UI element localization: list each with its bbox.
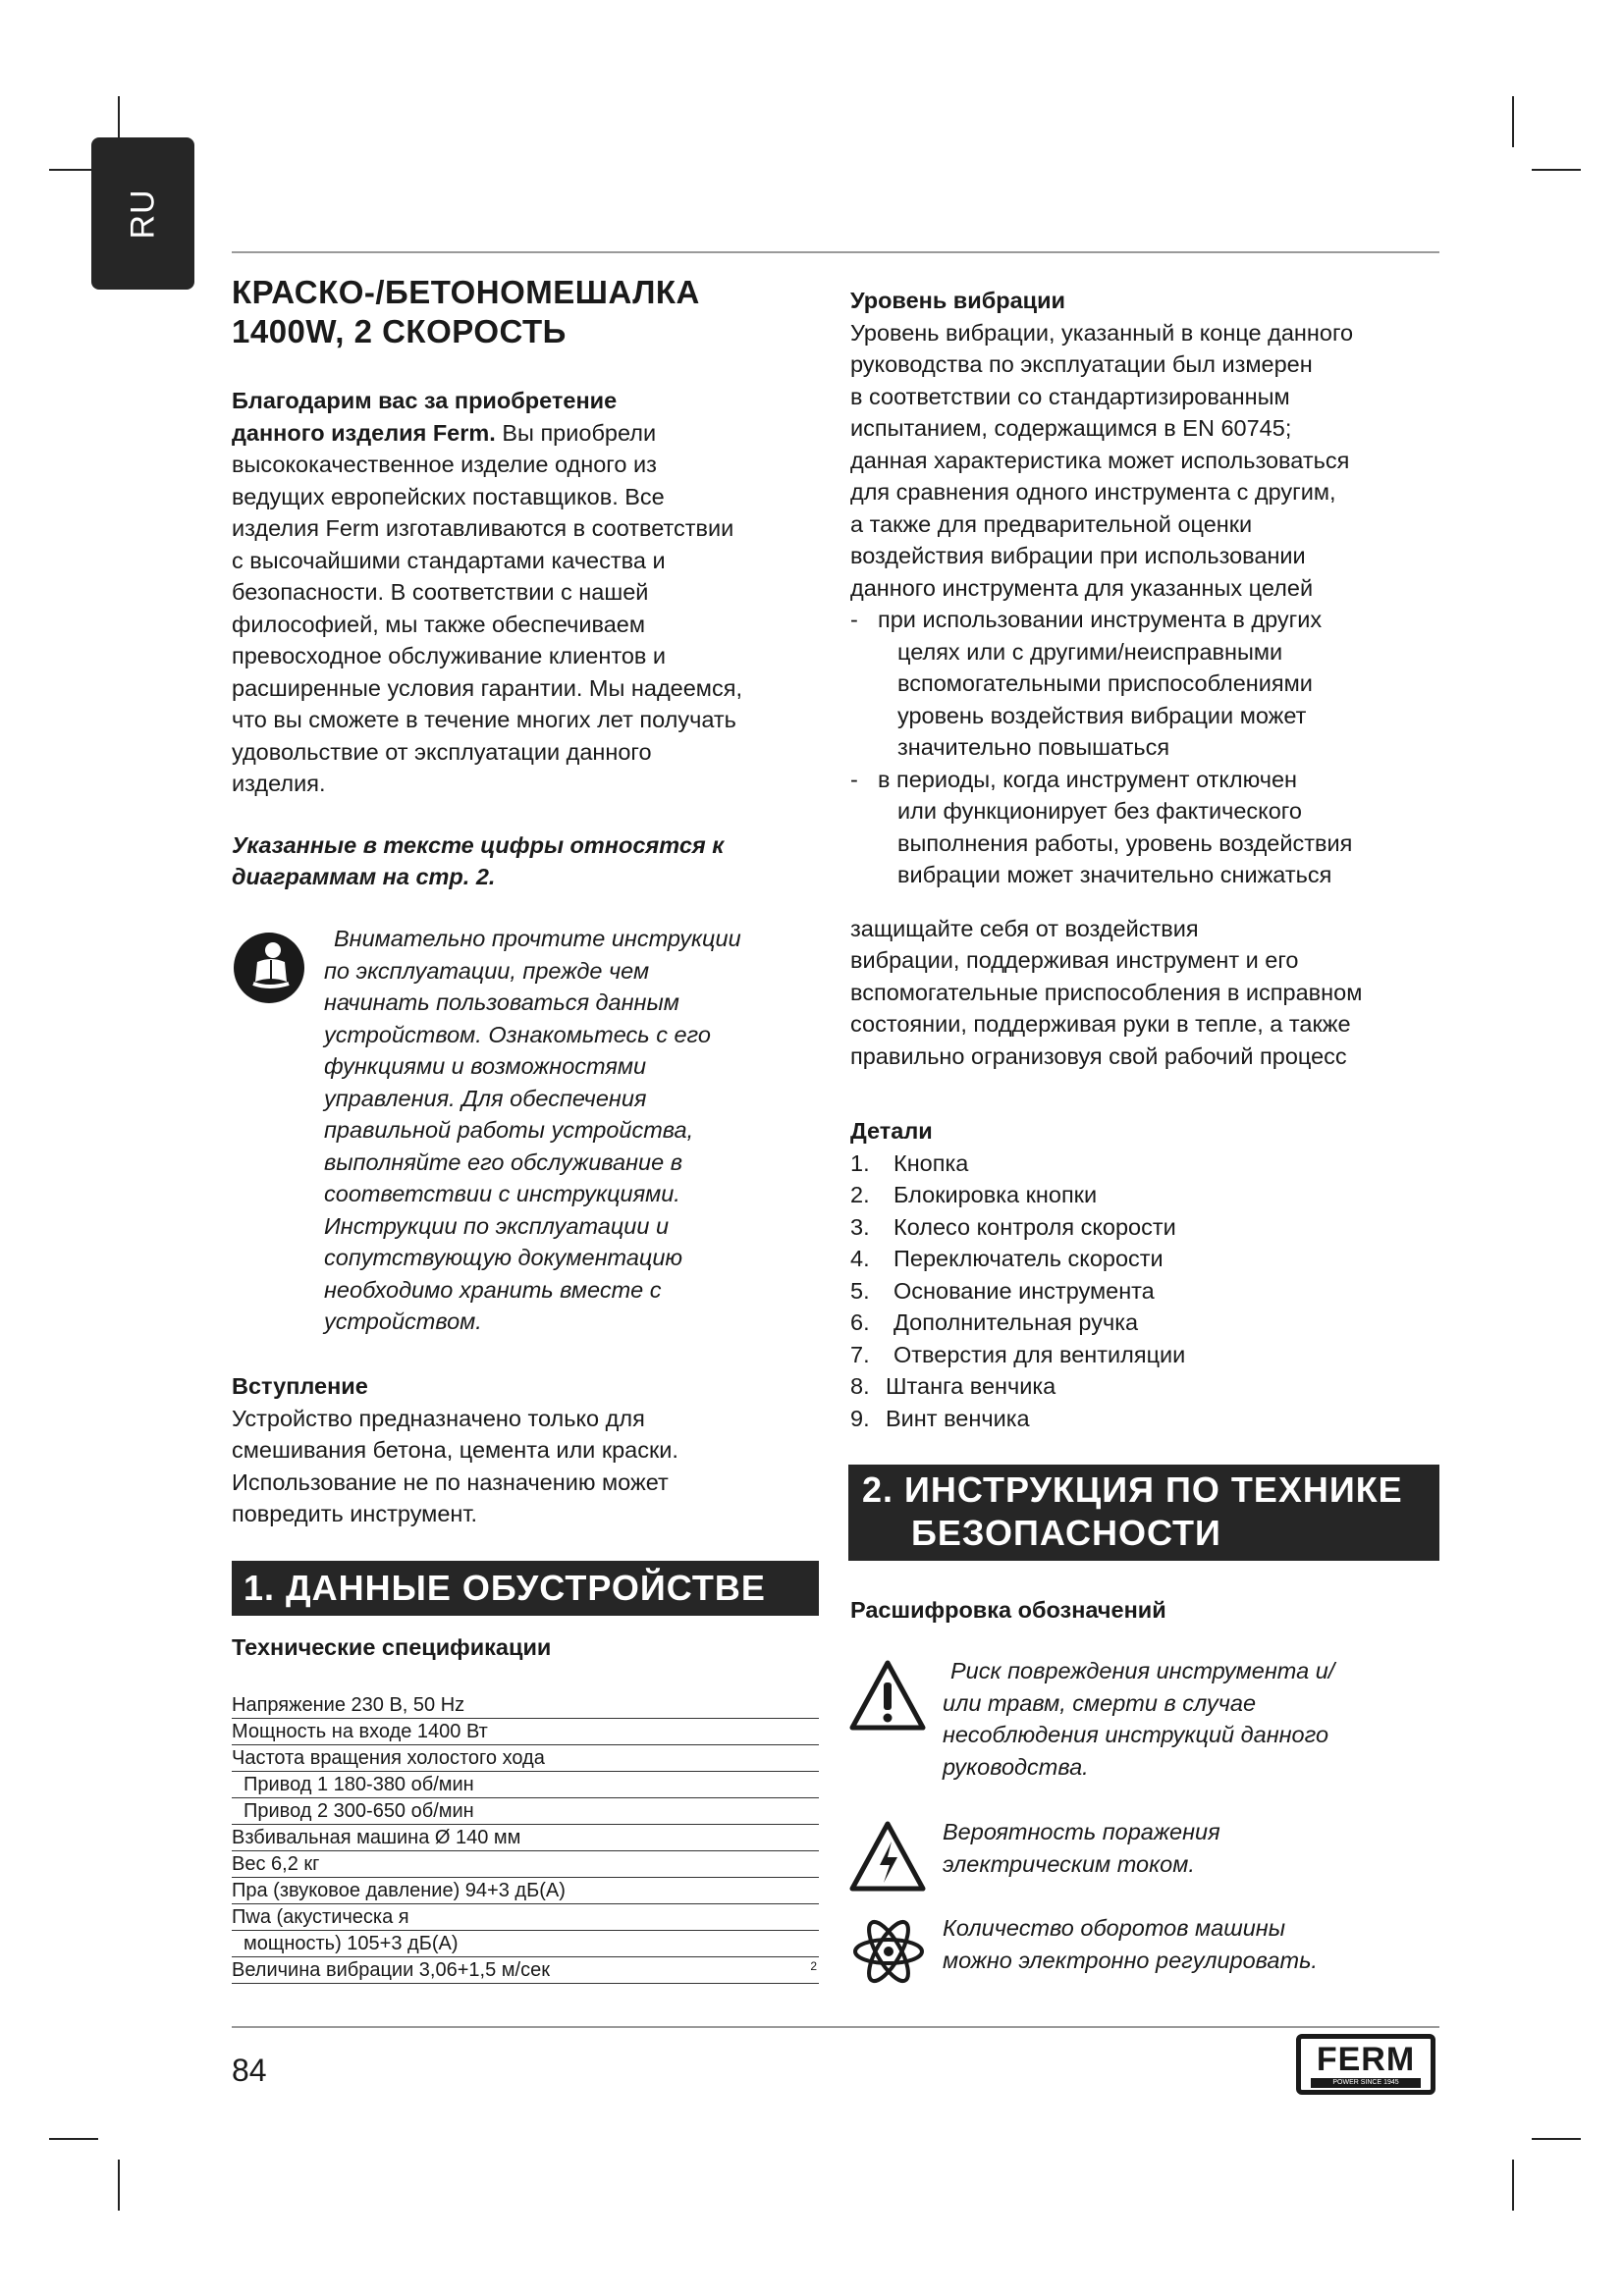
spec-row (232, 1798, 819, 1825)
symbol-speed-text (943, 1912, 1439, 1976)
read-manual-line: необходимо хранить вместе с (324, 1276, 662, 1303)
symbols-heading: Расшифровка обозначений (850, 1597, 1166, 1623)
intro-line (232, 417, 827, 450)
symbol-warning-text (943, 1655, 1439, 1783)
introduction-line: повредить инструмент. (232, 1501, 478, 1526)
title-line-1: КРАСКО-/БЕТОНОМЕШАЛКА (232, 274, 700, 310)
vibration-heading: Уровень вибрации (850, 288, 1065, 313)
intro-line: удовольствие от эксплуатации данного (232, 738, 652, 765)
read-manual-line: сопутствующую документацию (324, 1245, 683, 1270)
read-manual-text (324, 923, 827, 1338)
vibration-line: воздействия вибрации при использовании (850, 543, 1306, 568)
vibration-bullet (850, 764, 1439, 891)
spec-row (232, 1931, 819, 1957)
item-label: Кнопка (893, 1149, 969, 1176)
intro-text: Вы приобрели (502, 419, 657, 446)
page-title (232, 273, 827, 351)
section-2-title-line-1: 2. ИНСТРУКЦИЯ ПО ТЕХНИКЕ (862, 1469, 1403, 1510)
spec-text: Пра (звуковое давление) 94+3 дБ(А) (232, 1880, 566, 1901)
read-manual-line: функциями и возможностями (324, 1053, 647, 1079)
intro-line: что вы сможете в течение многих лет получать (232, 707, 736, 732)
introduction-line: смешивания бетона, цемента или краски. (232, 1437, 678, 1463)
item-label: Блокировка кнопки (893, 1182, 1098, 1207)
protect-line: вспомогательные приспособления в исправном (850, 979, 1363, 1005)
specs-table (232, 1692, 819, 1984)
bullet-line: вибрации может значительно снижаться (897, 862, 1332, 887)
logo-tagline: POWER SINCE 1945 (1311, 2078, 1421, 2088)
intro-line: с высочайшими стандартами качества и (232, 547, 666, 573)
item-number: 2. (850, 1182, 870, 1207)
crop-mark (49, 2138, 98, 2140)
spec-text: мощность) 105+3 дБ(А) (244, 1933, 459, 1954)
protect-line: состоянии, поддерживая руки в тепле, а также (850, 1011, 1351, 1037)
section-1-header (232, 1561, 819, 1616)
specs-heading: Технические спецификации (232, 1634, 552, 1660)
intro-line: превосходное обслуживание клиентов и (232, 643, 667, 668)
introduction-line: Использование не по назначению может (232, 1468, 669, 1495)
symbol-line: Количество оборотов машины (943, 1915, 1286, 1941)
intro-line: расширенные условия гарантии. Мы надеемся, (232, 674, 742, 701)
figures-note (232, 829, 827, 893)
spec-superscript: 2 (810, 1959, 817, 1973)
introduction-heading: Вступление (232, 1373, 368, 1399)
speed-control-icon (850, 1914, 927, 1989)
crop-mark (1512, 96, 1514, 147)
top-rule (232, 251, 1439, 253)
item-label: Колесо контроля скорости (893, 1213, 1176, 1240)
parts-list (850, 1148, 1439, 1435)
bullet-line: целях или с другими/неисправными (897, 638, 1283, 665)
spec-text: Привод 1 180-380 об/мин (244, 1774, 474, 1795)
spec-row (232, 1719, 819, 1745)
section-1-title: 1. ДАННЫЕ ОБУСТРОЙСТВЕ (244, 1568, 766, 1608)
intro-paragraph (232, 385, 827, 800)
read-manual-line: устройством. (324, 1308, 482, 1334)
spec-row (232, 1772, 819, 1798)
spec-row (232, 1692, 819, 1719)
intro-line: ведущих европейских поставщиков. Все (232, 483, 665, 509)
logo-wordmark: FERM (1316, 2041, 1416, 2078)
intro-line: изделия. (232, 771, 326, 796)
read-manual-line: правильной работы устройства, (324, 1117, 694, 1143)
introduction-section (232, 1370, 827, 1530)
read-manual-line: соответствии с инструкциями. (324, 1181, 680, 1206)
item-label: Дополнительная ручка (893, 1309, 1139, 1335)
bullet-line: уровень воздействия вибрации может (897, 702, 1307, 728)
warning-triangle-icon (848, 1659, 927, 1732)
intro-line: изделия Ferm изготавливаются в соответствии (232, 515, 734, 541)
item-number: 1. (850, 1149, 870, 1176)
intro-bold-line: данного изделия Ferm. (232, 419, 496, 446)
vibration-bullet (850, 604, 1439, 764)
read-manual-line: начинать пользоваться данным (324, 989, 679, 1015)
list-item (850, 1275, 1439, 1308)
list-item (850, 1307, 1439, 1339)
vibration-bullets (850, 604, 1439, 891)
spec-row (232, 1904, 819, 1931)
vibration-line: в соответствии со стандартизированным (850, 383, 1290, 409)
read-manual-line: Внимательно прочтите инструкции (334, 926, 741, 951)
list-item (850, 1243, 1439, 1275)
read-manual-icon (232, 931, 306, 1005)
spec-row (232, 1851, 819, 1878)
spec-text: Напряжение 230 В, 50 Hz (232, 1694, 465, 1716)
spec-text: Пwа (акустическа я (232, 1906, 409, 1928)
section-2-title-line-2: БЕЗОПАСНОСТИ (911, 1513, 1221, 1553)
bottom-rule (232, 2026, 1439, 2028)
vibration-line: Уровень вибрации, указанный в конце данного (850, 319, 1354, 346)
spec-text: Величина вибрации 3,06+1,5 м/сек (232, 1959, 550, 1981)
ferm-logo (1296, 2034, 1435, 2095)
language-tab (91, 137, 194, 290)
spec-text: Частота вращения холостого хода (232, 1747, 545, 1769)
protect-line: правильно огранизовуя свой рабочий процесс (850, 1042, 1347, 1069)
details-heading: Детали (850, 1118, 933, 1144)
bullet-line: - при использовании инструмента в других (878, 607, 1323, 632)
item-label: Основание инструмента (893, 1277, 1155, 1304)
symbol-line: можно электронно регулировать. (943, 1947, 1318, 1973)
spec-row (232, 1745, 819, 1772)
vibration-line: данная характеристика может использоваться (850, 447, 1350, 473)
protect-line: вибрации, поддерживая инструмент и его (850, 947, 1299, 973)
symbol-line: Вероятность поражения (943, 1819, 1220, 1844)
language-code: RU (124, 187, 161, 240)
page-number: 84 (232, 2053, 267, 2088)
symbol-line: Риск повреждения инструмента и/ (950, 1658, 1335, 1683)
item-number: 9. (850, 1405, 870, 1431)
spec-row (232, 1957, 819, 1984)
electric-shock-icon (848, 1820, 927, 1893)
vibration-line: данного инструмента для указанных целей (850, 574, 1314, 601)
list-item (850, 1370, 1439, 1403)
details-section (850, 1115, 1439, 1434)
list-item (850, 1211, 1439, 1244)
item-number: 4. (850, 1246, 870, 1271)
symbol-line: несоблюдения инструкций данного (943, 1722, 1329, 1747)
spec-text: Привод 2 300-650 об/мин (244, 1800, 474, 1822)
crop-mark (118, 2160, 120, 2211)
intro-line: безопасности. В соответствии с нашей (232, 579, 649, 605)
crop-mark (1532, 2138, 1581, 2140)
read-manual-line: Инструкции по эксплуатации и (324, 1212, 670, 1239)
vibration-line: а также для предварительной оценки (850, 510, 1253, 537)
item-number: 7. (850, 1341, 870, 1367)
introduction-line: Устройство предназначено только для (232, 1405, 645, 1431)
spec-text: Мощность на входе 1400 Вт (232, 1721, 488, 1742)
bullet-line: или функционирует без фактического (897, 798, 1302, 824)
crop-mark (1532, 169, 1581, 171)
vibration-section (850, 285, 1439, 1072)
intro-bold-line: Благодарим вас за приобретение (232, 388, 618, 413)
section-2-header (848, 1465, 1439, 1561)
symbol-line: руководства. (943, 1753, 1089, 1780)
bullet-line: значительно повышаться (897, 734, 1170, 760)
item-number: 6. (850, 1309, 870, 1335)
intro-line: высококачественное изделие одного из (232, 452, 657, 477)
figures-note-line: диаграммам на стр. 2. (232, 864, 496, 889)
read-manual-line: устройством. Ознакомьтесь с его (324, 1021, 711, 1047)
bullet-line: выполнения работы, уровень воздействия (897, 829, 1353, 856)
crop-mark (1512, 2160, 1514, 2211)
spec-row (232, 1878, 819, 1904)
list-item (850, 1148, 1439, 1180)
item-label: Переключатель скорости (893, 1246, 1164, 1271)
item-label: Отверстия для вентиляции (893, 1341, 1186, 1367)
bullet-line: вспомогательными приспособлениями (897, 670, 1313, 696)
list-item (850, 1403, 1439, 1435)
item-number: 3. (850, 1213, 870, 1240)
list-item (850, 1179, 1439, 1211)
intro-line: философией, мы также обеспечиваем (232, 611, 646, 637)
item-label: Винт венчика (886, 1405, 1030, 1431)
read-manual-line: выполняйте его обслуживание в (324, 1148, 682, 1175)
title-line-2: 1400W, 2 СКОРОСТЬ (232, 313, 567, 349)
spec-text: Вес 6,2 кг (232, 1853, 320, 1875)
read-manual-line: управления. Для обеспечения (324, 1085, 647, 1111)
figures-note-line: Указанные в тексте цифры относятся к (232, 831, 725, 858)
list-item (850, 1339, 1439, 1371)
symbol-shock-text (943, 1816, 1439, 1880)
bullet-line: - в периоды, когда инструмент отключен (878, 766, 1298, 792)
item-number: 5. (850, 1277, 870, 1304)
left-column (232, 273, 827, 893)
vibration-line: для сравнения одного инструмента с другим, (850, 479, 1336, 505)
protect-line: защищайте себя от воздействия (850, 915, 1199, 941)
spec-row (232, 1825, 819, 1851)
vibration-line: испытанием, содержащимся в EN 60745; (850, 415, 1292, 441)
symbol-line: или травм, смерти в случае (943, 1689, 1257, 1716)
read-manual-line: по эксплуатации, прежде чем (324, 957, 650, 984)
item-number: 8. (850, 1373, 870, 1399)
symbol-line: электрическим током. (943, 1850, 1195, 1877)
item-label: Штанга венчика (886, 1373, 1056, 1399)
vibration-line: руководства по эксплуатации был измерен (850, 351, 1313, 377)
spec-text: Взбивальная машина Ø 140 мм (232, 1827, 521, 1848)
